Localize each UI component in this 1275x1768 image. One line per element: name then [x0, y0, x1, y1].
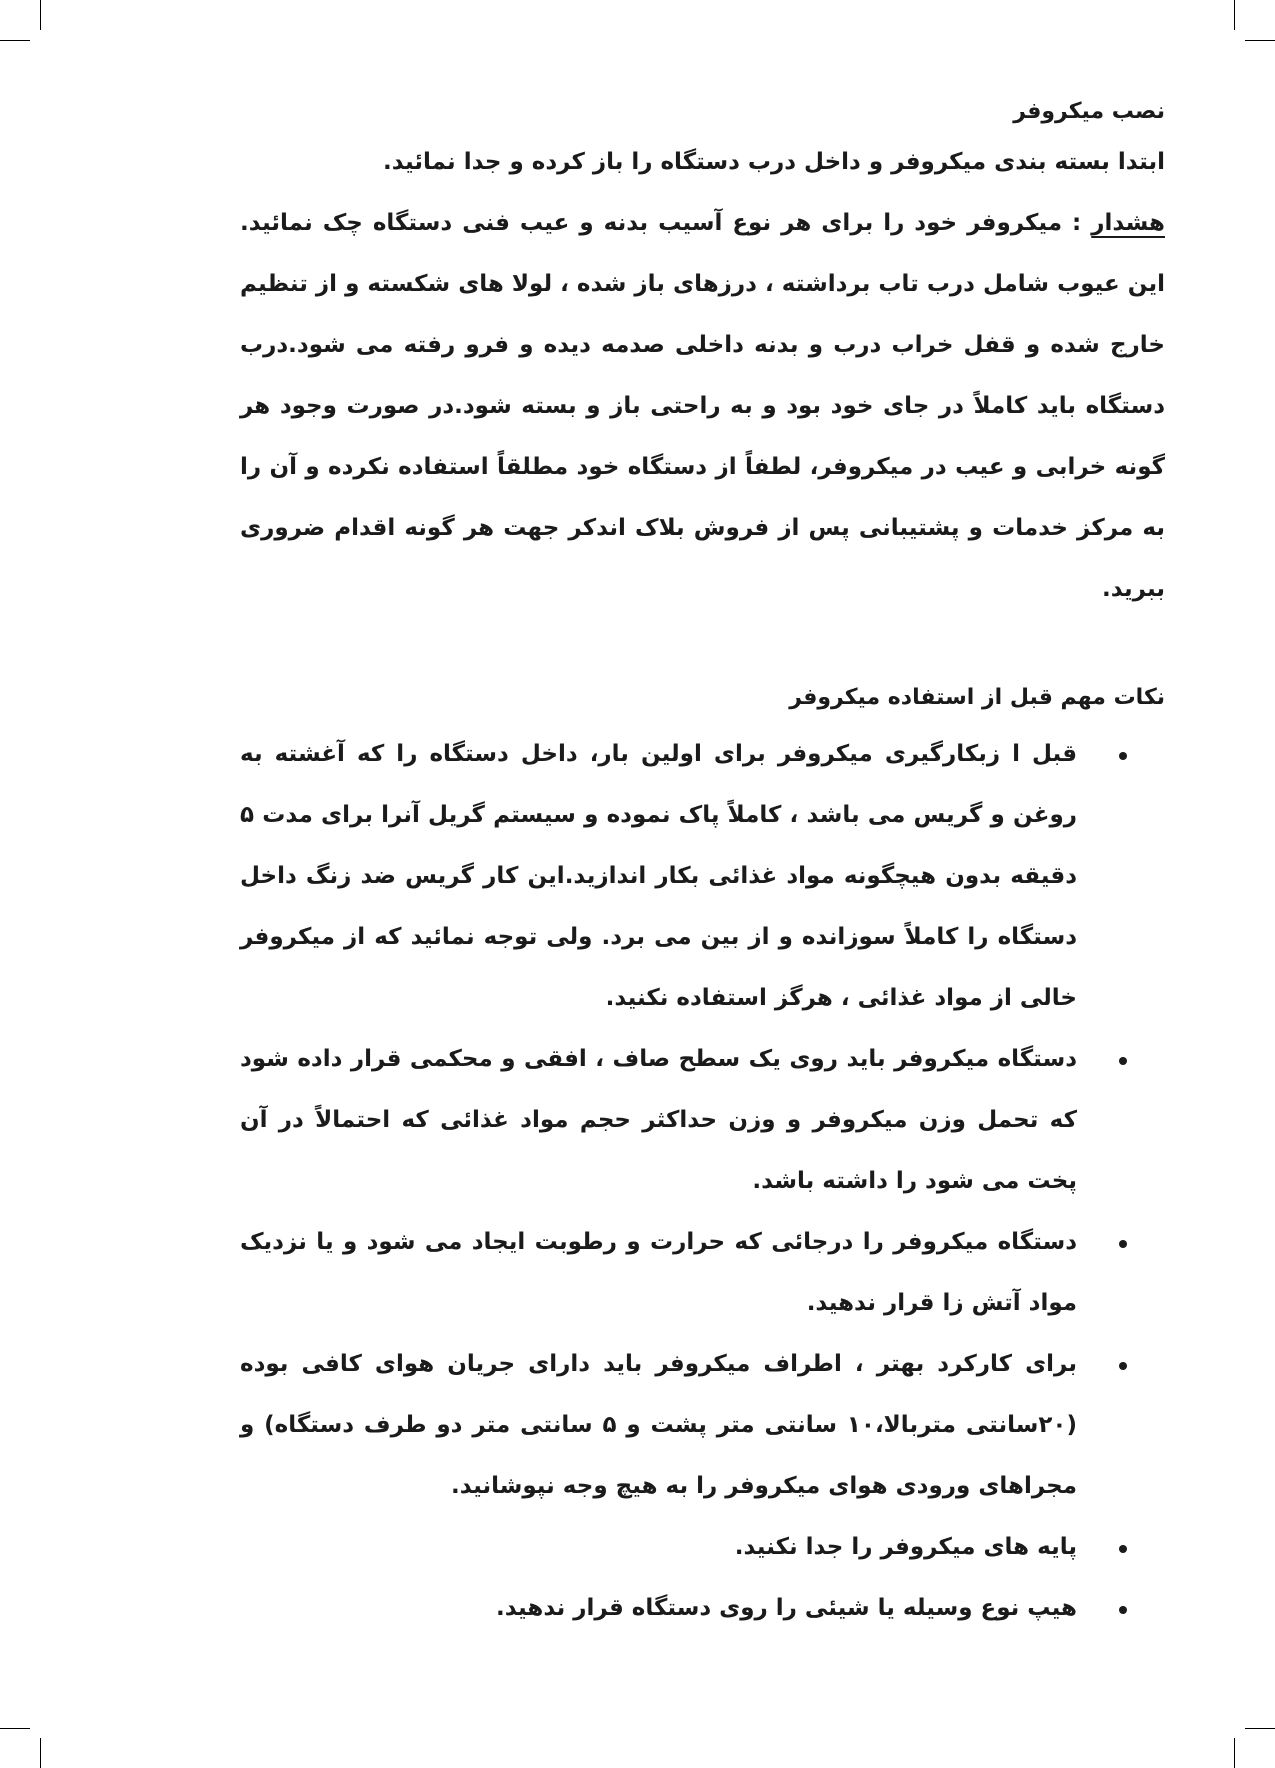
install-intro: ابتدا بسته بندی میکروفر و داخل درب دستگاه را باز کرده و جدا نمائید.	[382, 149, 1165, 175]
list-item-text: پایه های میکروفر را جدا نکنید.	[734, 1534, 1077, 1560]
warning-label: هشدار	[1091, 210, 1165, 236]
crop-mark-top-left-vertical	[40, 0, 41, 30]
list-item	[240, 1029, 1165, 1212]
warning-text: : میکروفر خود را برای هر نوع آسیب بدنه و عیب فنی دستگاه چک نمائید. این عیوب شامل درب تاب برداشته ، درزهای باز شده ، لولا های شکسته و از تنظیم خارج شده و قفل خراب درب و بدنه داخلی صدمه دیده و فرو رفته می شود.درب دستگاه باید کاملاً در جای خود بود و به راحتی باز و بسته شود.در صورت وجود هر گونه خرابی و عیب در میکروفر، لطفاً از دستگاه خود مطلقاً استفاده نکرده و آن را به مرکز خدمات و پشتیبانی پس از فروش بلاک اندکر جهت هر گونه اقدام ضروری ببرید.	[240, 210, 1165, 602]
crop-mark-bottom-left-horizontal	[0, 1728, 30, 1729]
crop-mark-bottom-right-horizontal	[1245, 1728, 1275, 1729]
list-item	[240, 1334, 1165, 1517]
list-item	[240, 724, 1165, 1029]
crop-mark-top-right-vertical	[1234, 0, 1235, 30]
precautions-section	[240, 678, 1165, 1639]
list-item-text: دستگاه میکروفر را درجائی که حرارت و رطوبت ایجاد می شود و یا نزدیک مواد آتش زا قرار ندهید.	[240, 1229, 1077, 1316]
crop-mark-bottom-left-vertical	[40, 1738, 41, 1768]
crop-mark-top-left-horizontal	[0, 40, 30, 41]
warning-paragraph	[240, 193, 1165, 620]
list-item	[240, 1578, 1165, 1639]
crop-mark-bottom-right-vertical	[1234, 1738, 1235, 1768]
list-item-text: برای کارکرد بهتر ، اطراف میکروفر باید دارای جریان هوای کافی بوده (۲۰سانتی متربالا،۱۰ سانتی متر پشت و ۵ سانتی متر دو طرف دستگاه) و مجراهای ورودی هوای میکروفر را به هیچ وجه نپوشانید.	[240, 1351, 1077, 1499]
list-item-text: دستگاه میکروفر باید روی یک سطح صاف ، افقی و محکمی قرار داده شود که تحمل وزن میکروفر و وزن حداکثر حجم مواد غذائی که احتمالاً در آن پخت می شود را داشته باشد.	[240, 1046, 1077, 1194]
list-item-text: هیپ نوع وسیله یا شیئی را روی دستگاه قرار ندهید.	[495, 1595, 1077, 1621]
bullet-icon	[1119, 1362, 1127, 1370]
bullet-icon	[1119, 1606, 1127, 1614]
list-item	[240, 1212, 1165, 1334]
bullet-icon	[1119, 1057, 1127, 1065]
list-item-text: قبل ا زبکارگیری میکروفر برای اولین بار، داخل دستگاه را که آغشته به روغن و گریس می باشد ، کاملاً پاک نموده و سیستم گریل آنرا برای مدت ۵ دقیقه بدون هیچگونه مواد غذائی بکار اندازید.این کار گریس ضد زنگ داخل دستگاه را کاملاً سوزانده و از بین می برد. ولی توجه نمائید که از میکروفر خالی از مواد غذائی ، هرگز استفاده نکنید.	[240, 741, 1077, 1011]
bullet-icon	[1119, 1240, 1127, 1248]
precautions-heading: نکات مهم قبل از استفاده میکروفر	[789, 685, 1165, 710]
crop-mark-top-right-horizontal	[1245, 40, 1275, 41]
install-heading: نصب میکروفر	[1013, 99, 1165, 124]
precautions-list	[240, 724, 1165, 1639]
bullet-icon	[1119, 752, 1127, 760]
document-page	[240, 92, 1165, 1639]
bullet-icon	[1119, 1545, 1127, 1553]
list-item	[240, 1517, 1165, 1578]
